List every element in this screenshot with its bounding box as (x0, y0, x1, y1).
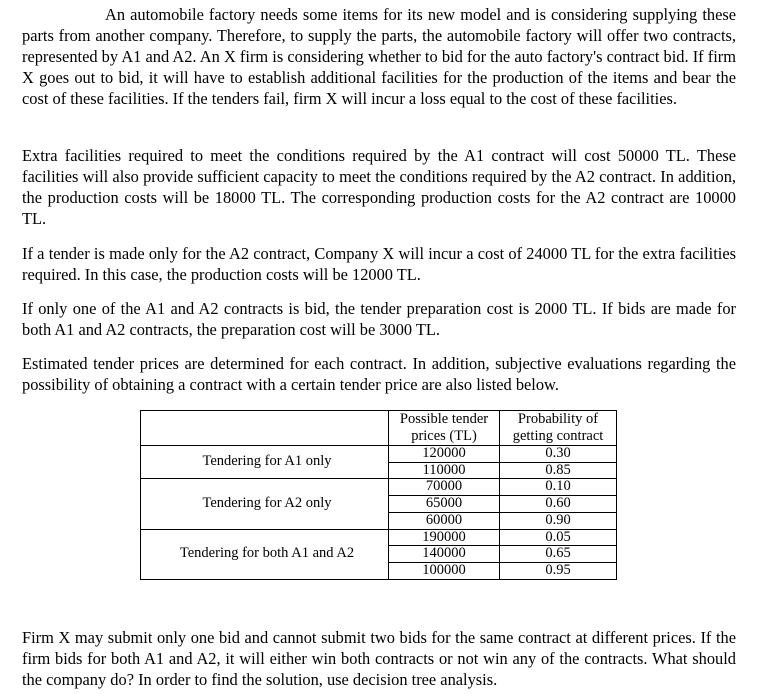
price-cell: 120000 (389, 446, 500, 463)
facilities-a2-paragraph: If a tender is made only for the A2 contract, Company X will incur a cost of 24000 TL for the extra facilities required. In this case, the production costs will be 12000 TL. (22, 244, 736, 284)
prob-cell: 0.10 (500, 479, 617, 496)
header-prob-line1: Probability of (517, 411, 599, 427)
prob-cell: 0.95 (500, 562, 617, 579)
tender-prices-paragraph: Estimated tender prices are determined for each contract. In addition, subjective evaluations regarding the possibility of obtaining a contract with a certain tender price are also listed below. (22, 354, 736, 394)
preparation-cost-paragraph: If only one of the A1 and A2 contracts is bid, the tender preparation cost is 2000 TL. If bids are made for both A1 and A2 contracts, the preparation cost will be 3000 TL. (22, 299, 736, 339)
prob-cell: 0.60 (500, 496, 617, 513)
group-label-a1: Tendering for A1 only (141, 446, 389, 479)
prob-cell: 0.90 (500, 512, 617, 529)
price-cell: 65000 (389, 496, 500, 513)
group-label-both: Tendering for both A1 and A2 (141, 529, 389, 579)
price-cell: 100000 (389, 562, 500, 579)
header-price-cell (389, 411, 500, 446)
header-price-line1: Possible tender (399, 411, 489, 427)
prob-cell: 0.65 (500, 546, 617, 563)
header-prob-line2: getting contract (512, 428, 604, 444)
price-cell: 60000 (389, 512, 500, 529)
price-cell: 70000 (389, 479, 500, 496)
group-label-a2: Tendering for A2 only (141, 479, 389, 529)
prob-cell: 0.85 (500, 462, 617, 479)
price-cell: 110000 (389, 462, 500, 479)
table-row (141, 529, 617, 546)
header-prob-cell (500, 411, 617, 446)
table-row (141, 446, 617, 463)
price-cell: 190000 (389, 529, 500, 546)
price-cell: 140000 (389, 546, 500, 563)
closing-paragraph: Firm X may submit only one bid and cannot submit two bids for the same contract at different prices. If the firm bids for both A1 and A2, it will either win both contracts or not win any of the contracts. What should the company do? In order to find the solution, use decision tree analysis. (22, 628, 736, 689)
prob-cell: 0.05 (500, 529, 617, 546)
header-empty-cell (141, 411, 389, 446)
table-header-row (141, 411, 617, 446)
tender-table (140, 410, 617, 580)
prob-cell: 0.30 (500, 446, 617, 463)
header-price-line2: prices (TL) (411, 428, 477, 444)
table-row (141, 479, 617, 496)
intro-paragraph: An automobile factory needs some items for its new model and is considering supplying these parts from another company. Therefore, to supply the parts, the automobile factory will offer two contracts, represented by A1 and A2. An X firm is considering whether to bid for the auto factory's contract bid. If firm X goes out to bid, it will have to establish additional facilities for the production of the items and bear the cost of these facilities. If the tenders fail, firm X will incur a loss equal to the cost of these facilities. (22, 5, 736, 108)
facilities-a1-paragraph: Extra facilities required to meet the conditions required by the A1 contract will cost 50000 TL. These facilities will also provide sufficient capacity to meet the conditions required by the A2 contract. In addition, the production costs will be 18000 TL. The corresponding production costs for the A2 contract are 10000 TL. (22, 146, 736, 228)
